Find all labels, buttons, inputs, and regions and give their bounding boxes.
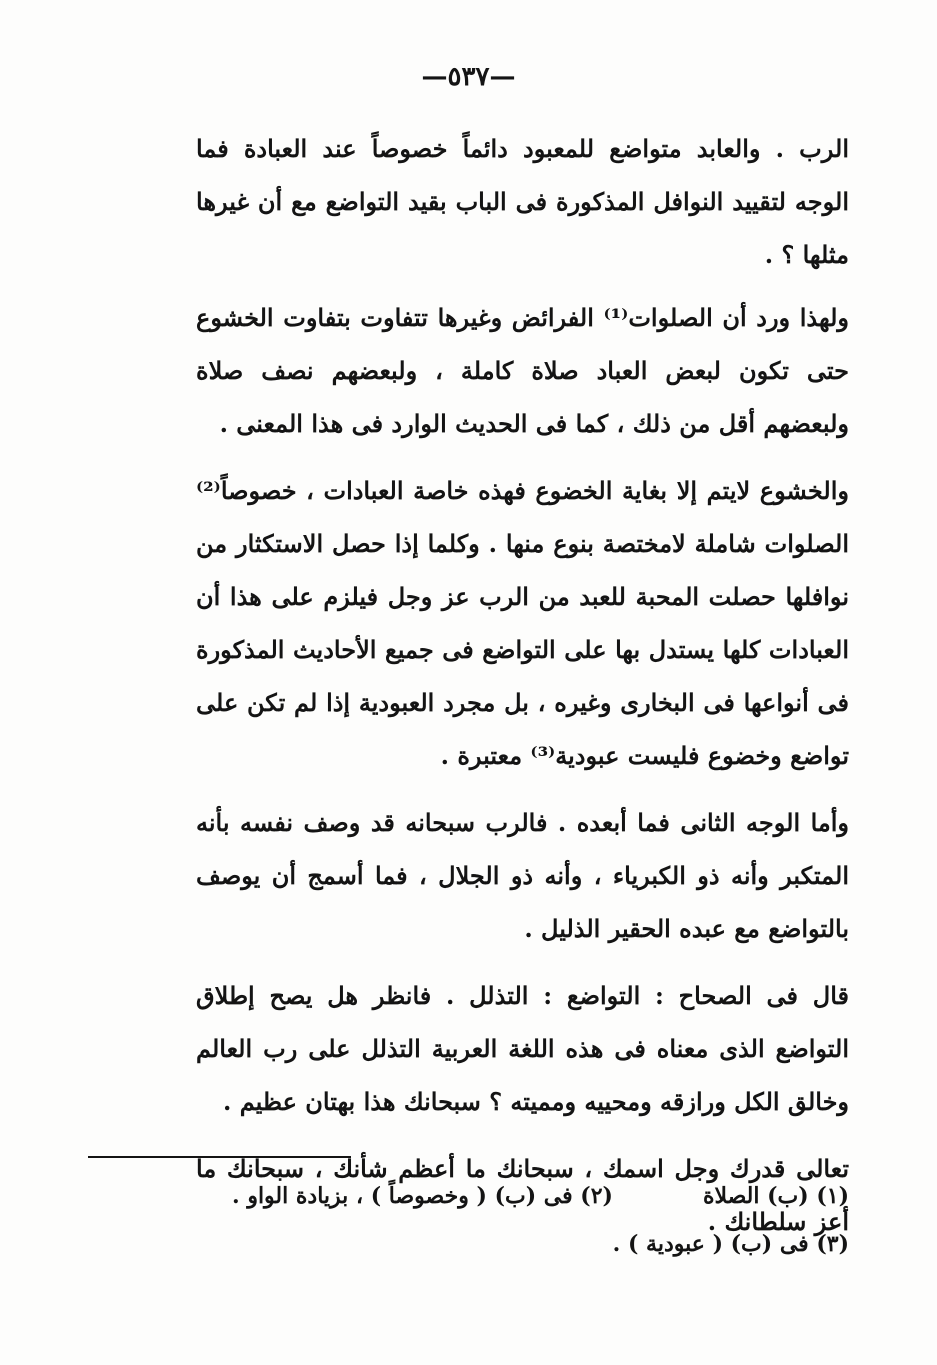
footnotes	[196, 1172, 849, 1268]
paragraph-3: والخشوع لايتم إلا بغاية الخضوع فهذه خاصة العبادات ، خصوصاً⁽²⁾ الصلوات شاملة لامختصة بنوع منها . وكلما إذا حصل الاستكثار من نوافلها حصلت المحبة للعبد من الرب عز وجل فيلزم على هذا أن العبادات كلها يستدل بها على التواضع فى جميع الأحاديث المذكورة فى أنواعها فى البخارى وغيره ، بل مجرد العبودية إذا لم تكن على تواضع وخضوع فليست عبودية⁽³⁾ معتبرة .	[196, 476, 849, 770]
main-text	[196, 122, 849, 1262]
paragraph-4: وأما الوجه الثانى فما أبعده . فالرب سبحانه قد وصف نفسه بأنه المتكبر وأنه ذو الكبرياء ، وأنه ذو الجلال ، فما أسمج أن يوصف بالتواضع مع عبده الحقير الذليل .	[196, 808, 849, 943]
footnote-row-1	[196, 1172, 849, 1220]
paragraph-5: قال فى الصحاح : التواضع : التذلل . فانظر هل يصح إطلاق التواضع الذى معناه فى هذه اللغة العربية التذلل على رب العالم وخالق الكل ورازقه ومحييه ومميته ؟ سبحانك هذا بهتان عظيم .	[196, 981, 849, 1116]
footnote-divider	[88, 1156, 351, 1158]
paragraph-2: ولهذا ورد أن الصلوات⁽¹⁾ الفرائض وغيرها تتفاوت بتفاوت الخشوع حتى تكون لبعض العباد صلاة كاملة ، ولبعضهم نصف صلاة ولبعضهم أقل من ذلك ، كما فى الحديث الوارد فى هذا المعنى .	[196, 303, 849, 438]
paragraph-1: الرب . والعابد متواضع للمعبود دائماً خصوصاً عند العبادة فما الوجه لتقييد النوافل المذكورة فى الباب بقيد التواضع مع أن غيرها مثلها ؟ .	[196, 134, 849, 269]
footnote-3: (٣) فى (ب) ( عبودية ) .	[612, 1231, 849, 1257]
page-number: —٥٣٧—	[421, 62, 516, 92]
paragraph-6: تعالى قدرك وجل اسمك ، سبحانك ما أعظم شأنك ، سبحانك ما أعز سلطانك .	[196, 1154, 849, 1236]
footnote-row-2	[196, 1220, 849, 1268]
footnote-2: (٢) فى (ب) ( وخصوصاً ) ، بزيادة الواو .	[232, 1183, 613, 1209]
footnote-1: (١) (ب) الصلاة	[702, 1183, 849, 1209]
